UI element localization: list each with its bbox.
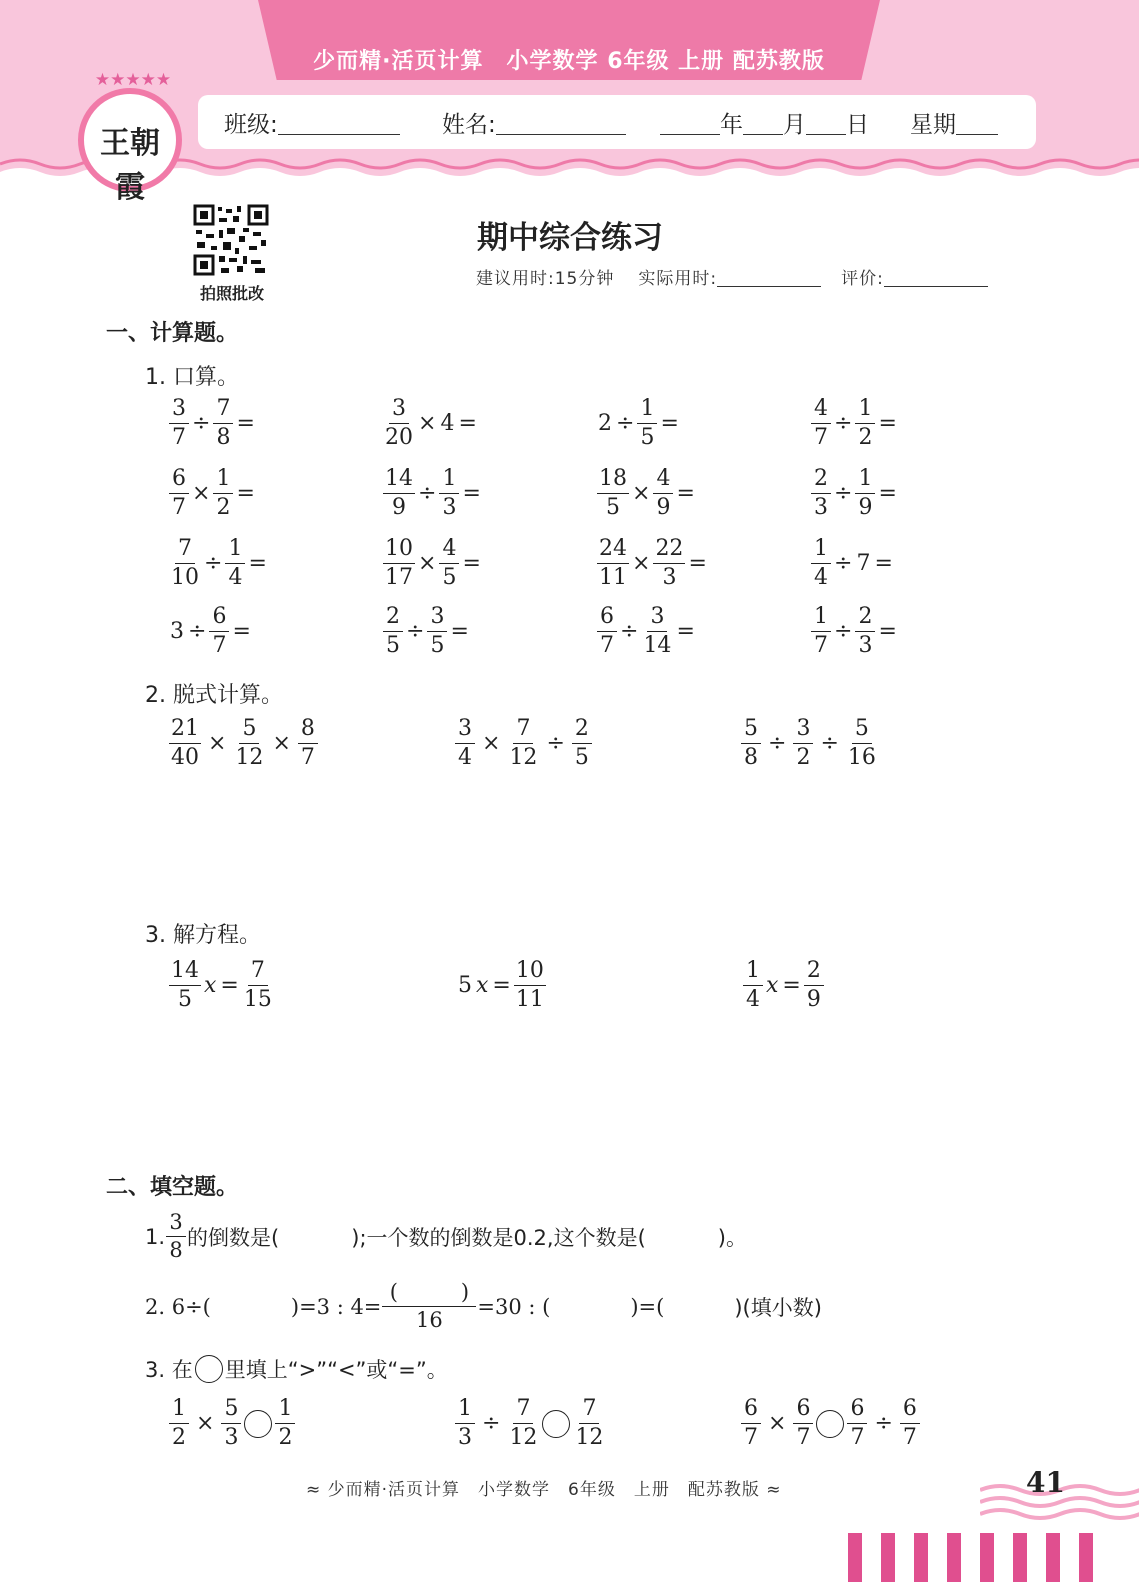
math-expression bbox=[454, 1398, 606, 1449]
denominator: 11 bbox=[515, 987, 544, 1012]
math-token: ÷ bbox=[834, 481, 853, 506]
math-token: × bbox=[196, 1411, 215, 1436]
math-token: × bbox=[632, 481, 651, 506]
compare-circle[interactable] bbox=[542, 1410, 570, 1438]
denominator: 3 bbox=[662, 565, 677, 590]
math-token: × bbox=[768, 1411, 787, 1436]
math-token: = bbox=[236, 481, 255, 506]
math-token: × bbox=[208, 731, 227, 756]
numerator: 5 bbox=[239, 718, 259, 744]
fraction bbox=[846, 718, 878, 769]
qr-label: 拍照批改 bbox=[199, 284, 264, 303]
fraction bbox=[741, 718, 761, 769]
fraction bbox=[653, 538, 685, 589]
numerator: 7 bbox=[213, 398, 233, 424]
math-token: x bbox=[204, 973, 217, 998]
numerator: 6 bbox=[793, 1398, 813, 1424]
math-expression bbox=[742, 960, 825, 1011]
numerator: 2 bbox=[811, 468, 831, 494]
numerator: 1 bbox=[855, 468, 875, 494]
math-expression bbox=[810, 606, 899, 657]
numerator: 5 bbox=[741, 718, 761, 744]
fraction bbox=[793, 1398, 813, 1449]
decor-bar bbox=[1079, 1533, 1093, 1582]
numerator: 6 bbox=[900, 1398, 920, 1424]
denominator: 5 bbox=[606, 495, 620, 520]
class-field[interactable]: 班级: bbox=[224, 106, 400, 139]
decor-bar bbox=[947, 1533, 961, 1582]
numerator: 2 bbox=[572, 718, 592, 744]
fraction bbox=[811, 468, 831, 519]
fraction bbox=[597, 468, 629, 519]
numerator: 8 bbox=[298, 718, 318, 744]
fraction bbox=[169, 718, 201, 769]
math-expression bbox=[168, 606, 253, 657]
fraction bbox=[811, 606, 831, 657]
section-heading-fill: 二、填空题。 bbox=[106, 1175, 239, 1200]
denominator: 2 bbox=[278, 1425, 293, 1450]
denominator: 4 bbox=[814, 565, 828, 590]
math-token: 2 bbox=[598, 411, 612, 436]
fraction bbox=[439, 538, 459, 589]
math-token: = bbox=[462, 481, 481, 506]
math-token: 4 bbox=[440, 411, 455, 436]
denominator: 14 bbox=[643, 633, 672, 658]
denominator: 7 bbox=[850, 1425, 865, 1450]
blank-4[interactable]: ( ) bbox=[382, 1282, 476, 1307]
fraction bbox=[209, 606, 229, 657]
denominator: 2 bbox=[216, 495, 231, 520]
circle-icon bbox=[195, 1355, 223, 1383]
denominator: 15 bbox=[243, 987, 272, 1012]
decor-bar bbox=[1013, 1533, 1027, 1582]
math-token: = bbox=[236, 411, 255, 436]
fraction bbox=[383, 468, 415, 519]
numerator: 1 bbox=[637, 398, 657, 424]
denominator: 8 bbox=[744, 745, 758, 770]
math-expression bbox=[740, 718, 879, 769]
fraction bbox=[507, 1398, 539, 1449]
fraction bbox=[455, 1398, 475, 1449]
fraction bbox=[597, 538, 629, 589]
fill-question-1: 1. 3 8 的倒数是( );一个数的倒数是0.2,这个数是( )。 bbox=[145, 1210, 747, 1262]
denominator: 4 bbox=[458, 745, 472, 770]
section-heading-calc: 一、计算题。 bbox=[106, 321, 239, 346]
denominator: 5 bbox=[640, 425, 655, 450]
fill-question-2: 2. 6÷( )=3 : 4= ( ) 16 =30 : ( )=( )(填小数) bbox=[145, 1280, 822, 1332]
math-token: = bbox=[878, 411, 897, 436]
fraction bbox=[811, 538, 831, 589]
denominator: 7 bbox=[172, 425, 186, 450]
math-expression bbox=[168, 960, 275, 1011]
fraction bbox=[213, 398, 233, 449]
fraction bbox=[743, 960, 763, 1011]
fill-question-3: 3. 在 里填上“>”“<”或“=”。 bbox=[145, 1354, 448, 1384]
numerator: 2 bbox=[804, 960, 824, 986]
math-token: = bbox=[232, 619, 251, 644]
math-token: ÷ bbox=[768, 731, 787, 756]
q2-label: 2. 脱式计算。 bbox=[145, 683, 283, 708]
fraction bbox=[169, 468, 189, 519]
q3-label: 3. 解方程。 bbox=[145, 923, 261, 948]
numerator: 2 bbox=[855, 606, 875, 632]
denominator: 16 bbox=[847, 745, 876, 770]
numerator: 21 bbox=[169, 718, 201, 744]
denominator: 12 bbox=[575, 1425, 604, 1450]
math-token: 7 bbox=[856, 551, 871, 576]
decor-bar bbox=[881, 1533, 895, 1582]
numerator: 6 bbox=[209, 606, 229, 632]
fraction bbox=[573, 1398, 605, 1449]
numerator: 10 bbox=[383, 538, 415, 564]
fraction bbox=[653, 468, 673, 519]
denominator: 3 bbox=[814, 495, 828, 520]
denominator: 2 bbox=[796, 745, 811, 770]
numerator: 14 bbox=[169, 960, 201, 986]
math-token: = bbox=[874, 551, 893, 576]
math-token: = bbox=[660, 411, 679, 436]
denominator: 17 bbox=[385, 565, 413, 590]
decor-bar bbox=[980, 1533, 994, 1582]
numerator: 10 bbox=[514, 960, 546, 986]
name-field[interactable]: 姓名: bbox=[442, 106, 626, 139]
math-token: ÷ bbox=[188, 619, 207, 644]
numerator: 6 bbox=[847, 1398, 867, 1424]
denominator: 9 bbox=[858, 495, 873, 520]
numerator: 5 bbox=[852, 718, 872, 744]
numerator: 3 bbox=[389, 398, 409, 424]
numerator: 22 bbox=[653, 538, 685, 564]
fraction bbox=[233, 718, 265, 769]
math-token: ÷ bbox=[834, 411, 853, 436]
math-token: × bbox=[272, 731, 291, 756]
time-meta: 建议用时:15分钟 实际用时: 评价: bbox=[476, 264, 988, 289]
fraction bbox=[847, 1398, 867, 1449]
denominator: 12 bbox=[509, 745, 538, 770]
numerator: 1 bbox=[743, 960, 763, 986]
math-token: ÷ bbox=[204, 551, 223, 576]
fraction bbox=[439, 468, 459, 519]
math-token: ÷ bbox=[482, 1411, 501, 1436]
numerator: 3 bbox=[647, 606, 667, 632]
fraction bbox=[514, 960, 546, 1011]
fraction bbox=[169, 398, 189, 449]
denominator: 12 bbox=[509, 1425, 538, 1450]
math-expression bbox=[596, 468, 697, 519]
decor-bar bbox=[848, 1533, 862, 1582]
denominator: 3 bbox=[442, 495, 457, 520]
denominator: 5 bbox=[574, 745, 589, 770]
math-token: × bbox=[482, 731, 501, 756]
fraction bbox=[793, 718, 813, 769]
denominator: 3 bbox=[858, 633, 873, 658]
math-expression bbox=[382, 606, 471, 657]
math-expression bbox=[168, 718, 319, 769]
fraction bbox=[383, 398, 415, 449]
math-expression bbox=[810, 398, 899, 449]
numerator: 5 bbox=[221, 1398, 241, 1424]
math-token: = bbox=[462, 551, 481, 576]
math-token: × bbox=[632, 551, 651, 576]
fraction bbox=[741, 1398, 761, 1449]
fraction bbox=[804, 960, 824, 1011]
math-token: ÷ bbox=[874, 1411, 893, 1436]
logo-stars-icon: ★★★★★ bbox=[94, 70, 172, 90]
math-token: = bbox=[676, 619, 695, 644]
math-expression bbox=[740, 1398, 921, 1449]
fraction bbox=[507, 718, 539, 769]
denominator: 11 bbox=[599, 565, 627, 590]
logo-text: 王朝霞 bbox=[100, 126, 160, 205]
fraction bbox=[900, 1398, 920, 1449]
math-token: 3 bbox=[170, 619, 184, 644]
series-title: 少而精·活页计算 小学数学 6年级 上册 配苏教版 bbox=[313, 49, 825, 74]
math-token: = bbox=[676, 481, 695, 506]
numerator: 1 bbox=[275, 1398, 295, 1424]
math-token: = bbox=[248, 551, 267, 576]
numerator: 1 bbox=[455, 1398, 475, 1424]
math-expression bbox=[596, 606, 697, 657]
numerator: 1 bbox=[855, 398, 875, 424]
numerator: 1 bbox=[811, 606, 831, 632]
denominator: 7 bbox=[600, 633, 614, 658]
math-token: ÷ bbox=[820, 731, 839, 756]
math-expression bbox=[168, 1398, 296, 1449]
math-token: ÷ bbox=[546, 731, 565, 756]
math-expression bbox=[382, 398, 479, 449]
qr-code-icon bbox=[193, 204, 269, 276]
math-expression bbox=[810, 538, 895, 589]
math-token: ÷ bbox=[192, 411, 211, 436]
math-expression bbox=[596, 398, 681, 449]
numerator: 7 bbox=[248, 960, 268, 986]
denominator: 7 bbox=[212, 633, 227, 658]
math-expression bbox=[382, 468, 483, 519]
q1-label: 1. 口算。 bbox=[145, 365, 239, 390]
math-token: x bbox=[476, 973, 489, 998]
math-token: = bbox=[878, 619, 897, 644]
math-token: = bbox=[782, 973, 801, 998]
numerator: 6 bbox=[741, 1398, 761, 1424]
math-expression bbox=[382, 538, 483, 589]
compare-circle[interactable] bbox=[244, 1410, 272, 1438]
fraction bbox=[572, 718, 592, 769]
numerator: 1 bbox=[439, 468, 459, 494]
fraction bbox=[811, 398, 831, 449]
math-token: ÷ bbox=[620, 619, 639, 644]
denominator: 7 bbox=[300, 745, 315, 770]
denominator: 5 bbox=[386, 633, 400, 658]
math-expression bbox=[596, 538, 709, 589]
fraction bbox=[427, 606, 447, 657]
fraction bbox=[641, 606, 673, 657]
math-expression bbox=[810, 468, 899, 519]
denominator: 20 bbox=[385, 425, 413, 450]
fraction bbox=[298, 718, 318, 769]
numerator: 24 bbox=[597, 538, 629, 564]
numerator: 3 bbox=[793, 718, 813, 744]
denominator: 5 bbox=[430, 633, 445, 658]
numerator: 1 bbox=[811, 538, 831, 564]
denominator: 7 bbox=[814, 425, 828, 450]
math-token: ÷ bbox=[616, 411, 635, 436]
fraction bbox=[455, 718, 475, 769]
numerator: 1 bbox=[225, 538, 245, 564]
denominator: 9 bbox=[392, 495, 406, 520]
fraction bbox=[855, 398, 875, 449]
denominator: 2 bbox=[172, 1425, 186, 1450]
fraction bbox=[221, 1398, 241, 1449]
numerator: 3 bbox=[455, 718, 475, 744]
numerator: 1 bbox=[213, 468, 233, 494]
denominator: 7 bbox=[814, 633, 828, 658]
math-token: ÷ bbox=[834, 619, 853, 644]
denominator: 3 bbox=[458, 1425, 472, 1450]
math-token: = bbox=[878, 481, 897, 506]
math-token: = bbox=[458, 411, 477, 436]
math-token: = bbox=[492, 973, 511, 998]
numerator: 4 bbox=[811, 398, 831, 424]
denominator: 8 bbox=[216, 425, 231, 450]
math-token: 5 bbox=[458, 973, 472, 998]
denominator: 7 bbox=[744, 1425, 758, 1450]
numerator: 4 bbox=[653, 468, 673, 494]
numerator: 4 bbox=[439, 538, 459, 564]
fraction bbox=[225, 538, 245, 589]
denominator: 7 bbox=[902, 1425, 917, 1450]
math-expression bbox=[168, 538, 269, 589]
fraction bbox=[637, 398, 657, 449]
math-token: = bbox=[220, 973, 239, 998]
denominator: 4 bbox=[746, 987, 760, 1012]
denominator: 40 bbox=[171, 745, 199, 770]
denominator: 12 bbox=[235, 745, 264, 770]
math-token: × bbox=[418, 551, 437, 576]
denominator: 5 bbox=[442, 565, 457, 590]
math-expression bbox=[168, 468, 257, 519]
denominator: 9 bbox=[656, 495, 671, 520]
decor-bar bbox=[914, 1533, 928, 1582]
fraction bbox=[275, 1398, 295, 1449]
math-token: × bbox=[192, 481, 211, 506]
fraction bbox=[169, 538, 201, 589]
denominator: 7 bbox=[796, 1425, 811, 1450]
math-expression bbox=[168, 398, 257, 449]
math-token: × bbox=[418, 411, 437, 436]
page-number: 41 bbox=[1026, 1466, 1065, 1499]
numerator: 7 bbox=[513, 718, 533, 744]
denominator: 2 bbox=[858, 425, 873, 450]
numerator: 6 bbox=[597, 606, 617, 632]
math-token: x bbox=[766, 973, 779, 998]
denominator: 7 bbox=[172, 495, 186, 520]
denominator: 3 bbox=[224, 1425, 239, 1450]
math-token: ÷ bbox=[406, 619, 425, 644]
denominator: 5 bbox=[178, 987, 192, 1012]
fraction bbox=[855, 468, 875, 519]
weekday-field[interactable]: 星期 bbox=[910, 106, 998, 139]
math-expression bbox=[454, 718, 593, 769]
fraction bbox=[169, 960, 201, 1011]
numerator: 3 bbox=[427, 606, 447, 632]
fraction bbox=[242, 960, 274, 1011]
footer-text: ≈ 少而精·活页计算 小学数学 6年级 上册 配苏教版 ≈ bbox=[306, 1480, 782, 1500]
fraction bbox=[213, 468, 233, 519]
numerator: 6 bbox=[169, 468, 189, 494]
math-token: ÷ bbox=[418, 481, 437, 506]
decor-bar bbox=[1046, 1533, 1060, 1582]
numerator: 14 bbox=[383, 468, 415, 494]
compare-circle[interactable] bbox=[816, 1410, 844, 1438]
math-token: = bbox=[450, 619, 469, 644]
fraction bbox=[855, 606, 875, 657]
numerator: 7 bbox=[175, 538, 195, 564]
fraction bbox=[383, 538, 415, 589]
numerator: 1 bbox=[169, 1398, 189, 1424]
denominator: 9 bbox=[806, 987, 821, 1012]
page-title: 期中综合练习 bbox=[477, 220, 663, 256]
math-token: = bbox=[688, 551, 707, 576]
fraction bbox=[597, 606, 617, 657]
fraction bbox=[169, 1398, 189, 1449]
numerator: 7 bbox=[513, 1398, 533, 1424]
numerator: 3 bbox=[169, 398, 189, 424]
numerator: 18 bbox=[597, 468, 629, 494]
math-expression bbox=[456, 960, 547, 1011]
fraction bbox=[383, 606, 403, 657]
denominator: 10 bbox=[171, 565, 199, 590]
math-token: ÷ bbox=[834, 551, 853, 576]
denominator: 4 bbox=[228, 565, 243, 590]
numerator: 7 bbox=[579, 1398, 599, 1424]
date-field[interactable]: 年 月 日 bbox=[660, 106, 869, 139]
numerator: 2 bbox=[383, 606, 403, 632]
